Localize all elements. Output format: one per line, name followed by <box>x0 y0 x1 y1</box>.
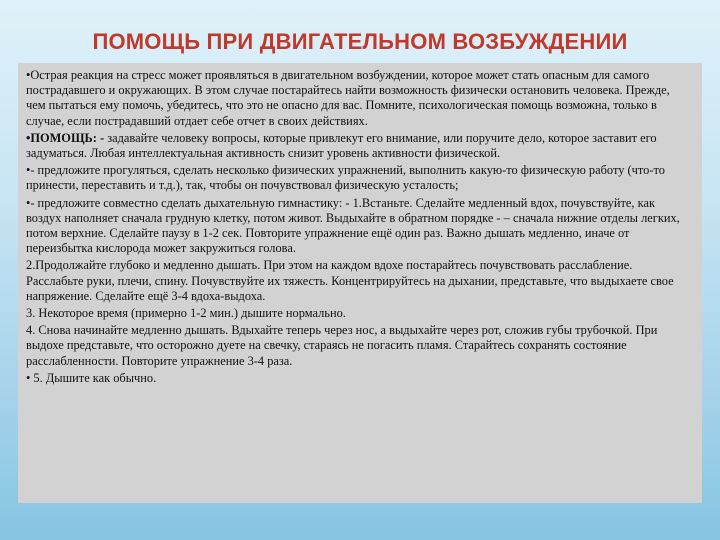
paragraph-text: •- предложите прогуляться, сделать несколько физических упражнений, выполнить какую-то физическую работу (что-то принести, переставить и т.д.), так, чтобы он почувствовал физическую усталость; <box>26 163 665 193</box>
paragraph-breathing-step-5 <box>26 371 692 386</box>
paragraph-text: 2.Продолжайте глубоко и медленно дышать. При этом на каждом вдохе постарайтесь почувствовать расслабление. Расслабьте руки, плечи, спину. Почувствуйте их тяжесть. Концентрируйтесь на дыхании, представьте, что выдыхаете свое напряжение. Сделайте ещё 3-4 вдоха-выдоха. <box>26 258 674 303</box>
paragraph-breathing-step-4 <box>26 323 692 369</box>
paragraph-stress-reaction <box>26 68 692 129</box>
paragraph-breathing-step-2 <box>26 258 692 304</box>
paragraph-walk <box>26 163 692 193</box>
paragraph-text: задавайте человеку вопросы, которые привлекут его внимание, или поручите дело, которое заставит его задуматься. Любая интеллектуальная активность снизит уровень активности физической. <box>26 130 657 161</box>
paragraph-text: •- предложите совместно сделать дыхательную гимнастику: - 1.Встаньте. Сделайте медленный вдох, почувствуйте, как воздух наполняет сначала грудную клетку, потом живот. Выдыхайте в обратном порядке - – сначала нижние отделы легких, потом верхние. Сделайте паузу в 1-2 сек. Повторите упражнение ещё один раз. Важно дышать медленно, иначе от переизбытка кислорода может закружиться голова. <box>26 195 680 256</box>
slide-title: ПОМОЩЬ ПРИ ДВИГАТЕЛЬНОМ ВОЗБУЖДЕНИИ <box>92 29 628 54</box>
paragraph-breathing-step-3 <box>26 306 692 321</box>
paragraph-text: •Острая реакция на стресс может проявляться в двигательном возбуждении, которое может стать опасным для самого пострадавшего и окружающих. В этом случае постарайтесь найти возможность физически остановить человека. Прежде, чем пытаться ему помочь, убедитесь, что это не опасно для вас. Помните, психологическая помощь возможна, только в случае, если пострадавший отдает себе отчет в своих действиях. <box>26 68 670 128</box>
paragraph-help <box>26 131 692 161</box>
paragraph-text: • 5. Дышите как обычно. <box>26 370 157 385</box>
slide-body <box>26 68 692 388</box>
paragraph-text: 4. Снова начинайте медленно дышать. Вдыхайте теперь через нос, а выдыхайте через рот, сложив губы трубочкой. При выдохе представьте, что осторожно дуете на свечку, стараясь не погасить пламя. Старайтесь сохранять состояние расслабленности. Повторите упражнение 3-4 раза. <box>26 323 658 368</box>
help-label: •ПОМОЩЬ: - <box>26 130 108 145</box>
paragraph-text: 3. Некоторое время (примерно 1-2 мин.) дышите нормально. <box>26 306 346 321</box>
paragraph-breathing-step-1 <box>26 196 692 257</box>
